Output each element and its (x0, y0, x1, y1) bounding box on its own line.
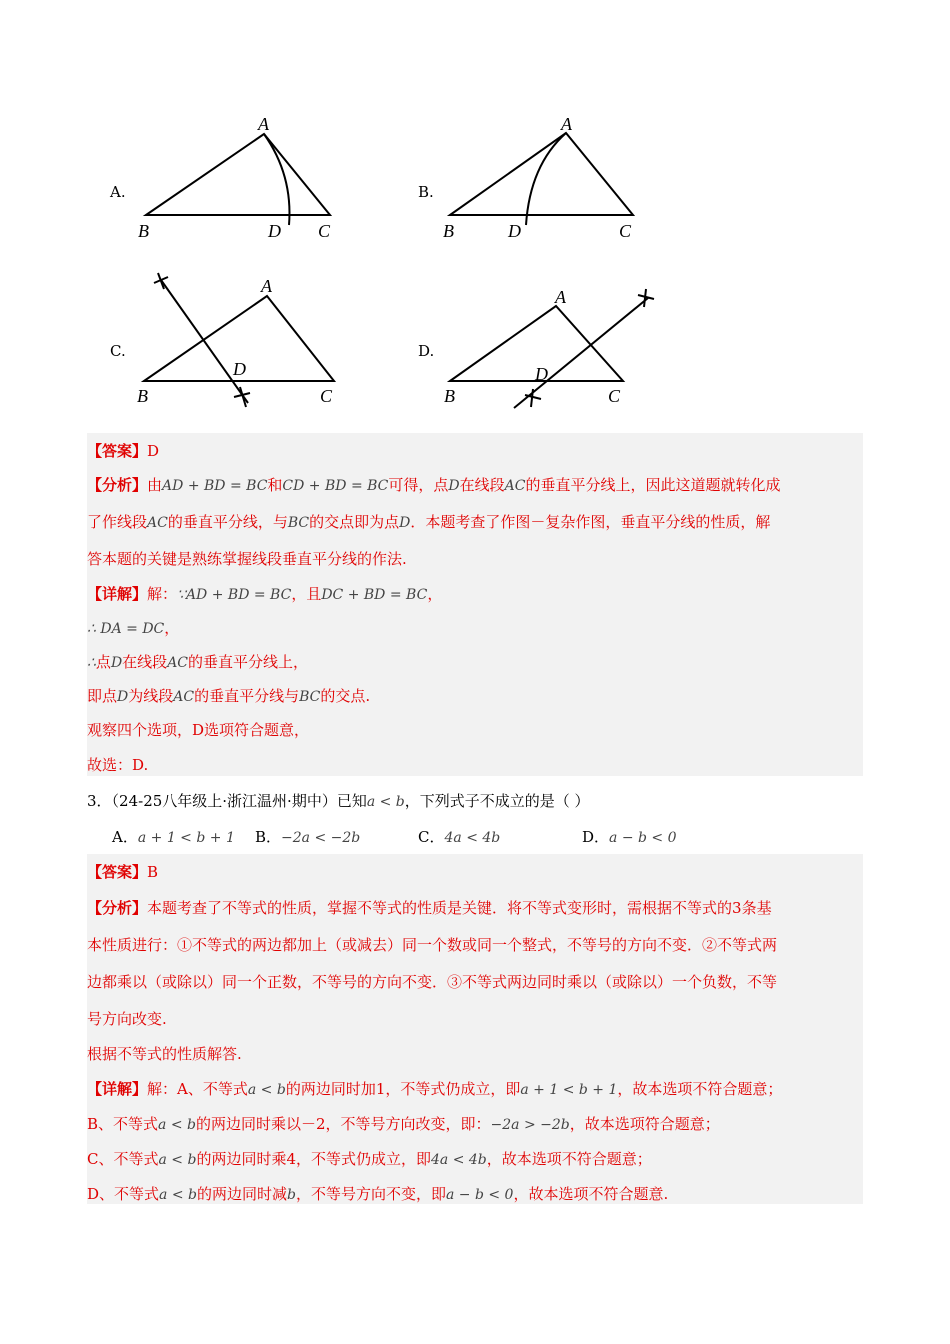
q2-detail-line-6: 故选：D. (87, 756, 149, 774)
triangle-b (450, 133, 633, 215)
q2-detail-line-4 (87, 685, 370, 706)
q2-answer-line (87, 440, 159, 461)
text: ，且 (291, 585, 322, 603)
math: D (448, 478, 460, 494)
text: 由 (147, 476, 163, 494)
q2-analysis-tag: 【分析】 (87, 476, 148, 494)
figure-b-label: B. (418, 183, 434, 201)
q3-detail-line-4 (87, 1183, 668, 1204)
q2-detail-line-2 (87, 617, 179, 638)
q2-detail-line-1 (87, 583, 442, 604)
q3-analysis-line-4: 号方向改变. (87, 1010, 167, 1028)
fig-d-point-a: A (555, 287, 566, 307)
text: C、不等式 (87, 1150, 159, 1168)
q3-analysis-tag: 【分析】 (87, 899, 148, 917)
q3-analysis-line-5: 根据不等式的性质解答. (87, 1045, 242, 1063)
math: AC (504, 478, 526, 494)
option-label: C． (418, 828, 445, 846)
text: 的垂直平分线与 (194, 687, 300, 705)
q3-detail-line-3 (87, 1148, 652, 1169)
math: BC (299, 689, 321, 705)
q3-source: （24-25八年级上·浙江温州·期中）已知 (111, 792, 367, 810)
q3-detail-tag: 【详解】 (87, 1080, 148, 1098)
text: 的两边同时乘以－2，不等号方向改变，即： (195, 1115, 491, 1133)
math: a < b (158, 1117, 196, 1133)
math: DC + BD = BC (321, 587, 428, 603)
fig-b-point-c: C (619, 221, 632, 241)
q2-analysis-line-2 (87, 511, 770, 532)
math: a < b (247, 1082, 286, 1098)
fig-a-point-a: A (258, 114, 269, 134)
text: 的垂直平分线，与 (167, 513, 288, 531)
math: a < b (159, 1187, 197, 1203)
option-label: B． (255, 828, 282, 846)
text: ， (427, 585, 443, 603)
text: 解： (147, 585, 178, 603)
q3-option-a (112, 826, 235, 847)
figure-a-label: A. (110, 183, 126, 201)
figure-c-label: C. (110, 342, 126, 360)
option-label: A． (112, 828, 138, 846)
geometry-figures (100, 105, 720, 415)
math: D (399, 515, 411, 531)
math: D (110, 655, 123, 671)
fig-a-point-c: C (318, 221, 331, 241)
text: 可得，点 (388, 476, 449, 494)
option-label: D． (582, 828, 610, 846)
math: D (117, 689, 129, 705)
q3-stem-end: ，下列式子不成立的是（ ） (404, 792, 590, 810)
text: ，故本选项符合题意； (569, 1115, 720, 1133)
math: AC (173, 689, 195, 705)
fig-a-point-d: D (268, 221, 281, 241)
fig-a-point-b: B (138, 221, 149, 241)
q2-detail-line-5: 观察四个选项，D选项符合题意， (87, 721, 310, 739)
q3-stem (87, 790, 590, 811)
figures-svg (100, 105, 720, 415)
bisector-line-c (161, 280, 248, 403)
math: b (287, 1187, 296, 1203)
text: 即点 (87, 687, 118, 705)
text: 的垂直平分线上， (188, 653, 309, 671)
text: 的两边同时减 (196, 1185, 287, 1203)
q2-answer: D (147, 442, 160, 460)
text: 了作线段 (87, 513, 148, 531)
text: ， (164, 619, 180, 637)
text: 的垂直平分线上，因此这道题就转化成 (525, 476, 781, 494)
text: ，故本选项不符合题意. (513, 1185, 669, 1203)
fig-c-point-b: B (137, 386, 148, 406)
q3-answer-line (87, 861, 158, 882)
q2-answer-tag: 【答案】 (87, 442, 148, 460)
math: BC (287, 515, 310, 531)
math: AC (167, 655, 189, 671)
math: ∴ DA = DC (87, 621, 165, 637)
q3-option-c (418, 826, 500, 847)
math: a − b < 0 (445, 1187, 514, 1203)
q3-answer-tag: 【答案】 (87, 863, 148, 881)
text: 的交点即为点 (309, 513, 400, 531)
math: ∴ (87, 655, 96, 671)
option-math: −2a < −2b (281, 830, 361, 846)
cross-mark-c-bottom (234, 387, 250, 407)
math: a < b (158, 1152, 197, 1168)
fig-b-point-a: A (561, 114, 572, 134)
fig-c-point-d: D (233, 359, 246, 379)
math: 4a < 4b (430, 1152, 487, 1168)
text: 为线段 (128, 687, 174, 705)
option-math: a + 1 < b + 1 (137, 830, 235, 846)
fig-d-point-c: C (608, 386, 621, 406)
math: AC (147, 515, 168, 531)
text: B、不等式 (87, 1115, 159, 1133)
text: 的两边同时加1，不等式仍成立，即 (285, 1080, 521, 1098)
q3-detail-line-1 (87, 1078, 782, 1099)
text: ，故本选项不符合题意； (486, 1150, 652, 1168)
math: −2a > −2b (490, 1117, 570, 1133)
q2-analysis-line-1 (87, 474, 781, 495)
option-math: 4a < 4b (444, 830, 501, 846)
q3-number: 3． (87, 792, 112, 810)
text: 的交点. (320, 687, 371, 705)
text: 点 (95, 653, 111, 671)
q3-detail-line-2 (87, 1113, 720, 1134)
text: 在线段 (459, 476, 505, 494)
fig-c-point-c: C (320, 386, 333, 406)
text: ，不等号方向不变，即 (295, 1185, 446, 1203)
q3-solution-box (87, 854, 863, 1204)
triangle-a (146, 134, 330, 215)
figure-d-label: D. (418, 342, 435, 360)
text: 本题考查了不等式的性质，掌握不等式的性质是关键．将不等式变形时，需根据不等式的3条基 (147, 899, 772, 917)
math: ∵AD + BD = BC (177, 587, 292, 603)
text: ，故本选项不符合题意； (617, 1080, 783, 1098)
q3-analysis-line-1 (87, 897, 772, 918)
bisector-line-d (514, 298, 648, 408)
fig-b-point-b: B (443, 221, 454, 241)
math: CD + BD = BC (282, 478, 389, 494)
option-math: a − b < 0 (609, 830, 677, 846)
arc-a (264, 134, 289, 225)
text: 解：A、不等式 (147, 1080, 248, 1098)
q2-analysis-line-3: 答本题的关键是熟练掌握线段垂直平分线的作法. (87, 550, 407, 568)
q3-analysis-line-3: 边都乘以（或除以）同一个正数，不等号的方向不变．③不等式两边同时乘以（或除以）一个负数，不等 (87, 973, 778, 991)
fig-c-point-a: A (261, 276, 272, 296)
fig-d-point-b: B (444, 386, 455, 406)
text: 在线段 (122, 653, 168, 671)
text: 和 (267, 476, 283, 494)
math: AD + BD = BC (162, 478, 268, 494)
text: D、不等式 (87, 1185, 160, 1203)
math: a + 1 < b + 1 (520, 1082, 618, 1098)
q3-option-d (582, 826, 677, 847)
q2-detail-tag: 【详解】 (87, 585, 148, 603)
q2-solution-box (87, 433, 863, 776)
text: 的两边同时乘4，不等式仍成立，即 (196, 1150, 431, 1168)
text: ．本题考查了作图－复杂作图，垂直平分线的性质，解 (410, 513, 771, 531)
q3-option-b (255, 826, 360, 847)
fig-b-point-d: D (508, 221, 521, 241)
q3-condition: a < b (366, 794, 405, 810)
fig-d-point-d: D (535, 364, 548, 384)
q3-answer: B (147, 863, 159, 881)
q2-detail-line-3 (87, 651, 308, 672)
q3-analysis-line-2: 本性质进行：①不等式的两边都加上（或减去）同一个数或同一个整式，不等号的方向不变．②不等式两 (87, 936, 778, 954)
